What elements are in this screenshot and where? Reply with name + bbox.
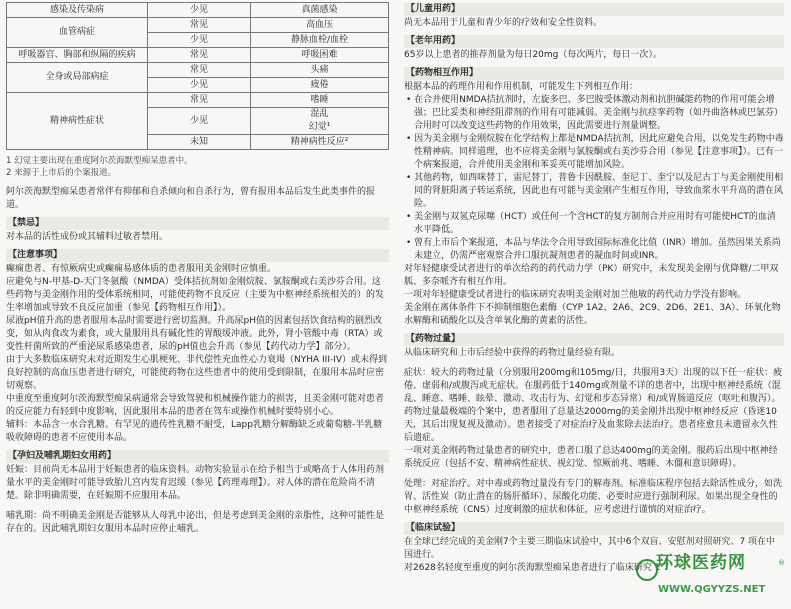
children-heading: 【儿童用药】 xyxy=(404,3,784,16)
left-column xyxy=(6,0,389,536)
footnote-1: 1 幻觉主要出现在重度阿尔茨海默型痴呆患者中。 xyxy=(6,156,193,166)
table-row xyxy=(7,93,389,108)
watermark-title: 环球医药网 xyxy=(656,553,746,573)
interaction-intro: 根据本品的药理作用和作用机制，可能发生下列相互作用： xyxy=(404,82,639,92)
table-row xyxy=(7,63,389,78)
pregnancy-para-1: 妊娠：目前尚无本品用于妊娠患者的临床资料。动物实验显示在给予相当于或略高于人体用药剂量水平的美金刚时可能导致胎儿宫内发育迟缓（参见【药理毒理】）。对人体的潜在危险尚不清楚。除非明确需要，在妊娠期不应服用本品。 xyxy=(6,465,385,501)
table-cell-frequency: 常见 xyxy=(148,18,251,33)
interaction-heading: 【药物相互作用】 xyxy=(404,67,784,80)
footnotes xyxy=(6,155,389,179)
table-row xyxy=(7,18,389,33)
caution-para-3: 尿液pH值升高的患者服用本品时需要进行密切监测。升高尿pH值的因素包括饮食结构的剧烈改变，如从肉食改为素食，或大量服用具有碱化性的胃酸缓冲液。此外，肾小管酸中毒（RTA）或变性杆菌所致的严重泌尿系感染患者，尿的pH值也会升高（参见【药代动力学】部分）。 xyxy=(6,316,383,352)
table-cell-reaction: 呼吸困难 xyxy=(251,48,389,63)
table-cell-reaction: 真菌感染 xyxy=(251,3,389,18)
table-row xyxy=(7,48,389,63)
suicide-paragraph: 阿尔茨海默型痴呆患者常伴有抑郁和自杀倾向和自杀行为，曾有报用本品后发生此类事件的报道。 xyxy=(6,187,376,210)
trial-text-2: 对2628名轻度至重度的阿尔茨海默型痴呆患者进行了临床研究 1 7 xyxy=(404,563,670,573)
trial-heading: 【临床试验】 xyxy=(404,522,784,535)
pregnancy-para-2: 哺乳期：尚不明确美金刚是否能够从人母乳中泌出，但是考虑到美金刚的亲脂性，这种可能性是存在的。因此哺乳期妇女服用本品时应停止哺乳。 xyxy=(6,511,385,534)
table-cell-frequency: 常见 xyxy=(148,63,251,78)
overdose-para-2: 药物过量最极端的个案中，患者服用了总量达2000mg的美金刚并出现中枢神经反应（昏迷10天，其后出现复视及激动）。患者接受了对症治疗及血浆除去法治疗。患者痊愈且未遗留永久性后遗症。 xyxy=(404,407,778,443)
table-cell-category: 血管病症 xyxy=(7,18,148,48)
table-cell-reaction: 嗜睡 xyxy=(251,93,389,108)
table-cell-reaction: 静脉血栓/血栓 xyxy=(251,33,389,48)
site-watermark xyxy=(636,553,786,605)
table-cell-reaction: 混乱 幻觉¹ xyxy=(251,108,389,135)
table-cell-category: 精神病性症状 xyxy=(7,93,148,150)
globe-logo-icon xyxy=(636,559,658,581)
table-row xyxy=(7,3,389,18)
interaction-bullet-5: • 曾有上市后个案报道，本品与华法令合用导致国际标准化比值（INR）增加。虽然因果关系尚未建立，仍需严密观察合并口服抗凝剂患者的凝血时间或INR。 xyxy=(406,238,781,261)
interaction-bullet-1: • 在合并使用NMDA拮抗剂时，左旋多巴、多巴胺受体激动剂和抗胆碱能药物的作用可能会增强；巴比妥类和神经阻滞剂的作用有可能减弱。美金刚与抗痉挛药物（如丹曲洛林或巴氯芬）合用时可以改变这些药物的作用效果，因此需要进行剂量调整。 xyxy=(406,95,784,131)
trial-text: 在全球已经完成的美金刚7个主要三期临床试验中，其中6个双盲、安慰剂对照研究、7 项在中国进行。 xyxy=(404,537,776,560)
watermark-url: WWW.QGYYZS.NET xyxy=(658,584,766,595)
elderly-text: 65岁以上患者的推荐剂量为每日20mg（每次两片，每日一次）。 xyxy=(404,50,662,60)
pregnancy-heading: 【孕妇及哺乳期妇女用药】 xyxy=(6,450,389,463)
overdose-para-3: 一项对美金刚药物过量患者的研究中，患者口服了总达400mg的美金刚。服药后出现中枢神经系统反应（包括不安、精神病性症状、视幻觉、惊厥前兆、嗜睡、木僵和意识障碍）。 xyxy=(404,446,778,469)
caution-para-4: 由于大多数临床研究未对近期发生心肌梗死、非代偿性充血性心力衰竭（NYHA III-IV）或未得到良好控制的高血压患者进行研究，可能使药物在这些患者中的使用受到限制，在服用本品时应密切观察。 xyxy=(6,355,388,391)
footnote-2: 2 来源于上市后的个案报道。 xyxy=(6,168,117,178)
interaction-bullet-4: • 美金刚与双氢克尿噻（HCT）或任何一个含HCT的复方制剂合并应用时有可能使HCT的血清水平降低。 xyxy=(406,212,776,235)
overdose-heading: 【药物过量】 xyxy=(404,333,784,346)
table-cell-category: 感染及传染病 xyxy=(7,3,148,18)
elderly-heading: 【老年用药】 xyxy=(404,35,784,48)
table-cell-frequency: 未知 xyxy=(148,135,251,150)
interaction-para-6: 对年轻健康受试者进行的单次给药的药代动力学（PK）研究中，未发现美金刚与优降糖/二甲双胍、多奈哌齐有相互作用。 xyxy=(404,264,779,287)
adverse-reactions-table xyxy=(6,2,389,150)
overdose-intro: 从临床研究和上市后经验中获得的药物过量经验有限。 xyxy=(404,348,621,358)
table-cell-reaction: 精神病性反应² xyxy=(251,135,389,150)
caution-para-5: 中重度至重度阿尔茨海默型痴呆病通常会导致驾驶和机械操作能力的损害，且美金刚可能对患者的反应能力有轻到中度影响，因此服用本品的患者在驾车或操作机械时要特别小心。 xyxy=(6,394,385,417)
contraindications-text: 对本品的活性成份或其辅料过敏者禁用。 xyxy=(6,232,169,242)
table-cell-category: 呼吸器官、胸部和纵隔的疾病 xyxy=(7,48,148,63)
right-column xyxy=(404,0,784,575)
overdose-para-1: 症状：较大的药物过量（分别服用200mg和105mg/日，共服用3天）出现的以下任一症状：疲倦、虚弱和/或腹泻或无症状。在服药低于140mg或剂量不详的患者中，出现中枢神经系统（混乱、睡意、嗜睡、眩晕、激动、攻击行为、幻觉和步态异常）和/或胃肠道反应（呕吐和腹泻）。 xyxy=(404,368,783,404)
table-cell-frequency: 少见 xyxy=(148,108,251,135)
table-cell-frequency: 常见 xyxy=(148,93,251,108)
table-cell-frequency: 少见 xyxy=(148,33,251,48)
interaction-para-7: 一项对年轻健康受试者进行的临床研究表明美金刚对加兰他敏的药代动力学没有影响。 xyxy=(404,290,747,300)
overdose-treatment: 处理：对症治疗。对中毒或药物过量没有专门的解毒剂。标准临床程序包括去除活性成分，如洗胃、活性炭（防止潜在的肠肝循环）、尿酸化功能、必要时应进行强制利尿。如果出现全身性的中枢神经系统（CNS）过度刺激的症状和体征，应考虑进行谨慎的对症治疗。 xyxy=(404,479,783,515)
contraindications-heading: 【禁忌】 xyxy=(6,217,389,230)
table-cell-frequency: 常见 xyxy=(148,48,251,63)
caution-para-6: 辅料：本品含一水合乳糖。有罕见的遗传性乳糖不耐受，Lapp乳糖分解酶缺乏或葡萄糖-半乳糖吸收障碍的患者不应使用本品。 xyxy=(6,420,383,443)
table-cell-reaction: 头痛 xyxy=(251,63,389,78)
interaction-para-8: 美金刚在离体条件下不抑制细胞色素酶（CYP 1A2、2A6、2C9、2D6、2E1、3A）、环氧化物水解酶和硫酸化以及含单氧化酶的黄素的活性。 xyxy=(404,303,781,326)
children-text: 尚无本品用于儿童和青少年的疗效和安全性资料。 xyxy=(404,18,603,28)
interaction-bullet-2: • 因为美金刚与金刚烷胺在化学结构上都是NMDA拮抗剂，因此应避免合用，以免发生药物中毒性精神病。同样道理，也不应将美金刚与氯胺酮或右美沙芬合用（参见【注意事项】）。已有一个病案报道，合并使用美金刚和苯妥英可能增加风险。 xyxy=(406,134,784,170)
interaction-bullet-3: • 其他药物，如西咪替丁，雷尼替丁，普鲁卡因酰胺、奎尼丁、奎宁以及尼古丁与美金刚使用相同的肾脏阳离子转运系统，因此也有可能与美金刚产生相互作用，导致血浆水平升高的潜在风险。 xyxy=(406,173,784,209)
caution-para-2: 应避免与N-甲基-D-天门冬氨酸（NMDA）受体拮抗剂如金刚烷胺、氯胺酮或右美沙芬合用。这些药物与美金刚作用的受体系统相同，可能使药物不良反应（主要为中枢神经系统相关的）的发生率增加或导致不良反应加重（参见【药物相互作用】）。 xyxy=(6,277,385,313)
table-cell-reaction: 高血压 xyxy=(251,18,389,33)
registered-mark: ® xyxy=(778,559,785,567)
table-cell-category: 全身或局部病症 xyxy=(7,63,148,93)
table-cell-frequency: 少见 xyxy=(148,78,251,93)
table-cell-reaction: 疲倦 xyxy=(251,78,389,93)
cautions-heading: 【注意事项】 xyxy=(6,249,389,262)
caution-para-1: 癫痫患者、有惊厥病史或癫痫易感体质的患者服用美金刚时应慎重。 xyxy=(6,264,277,274)
table-cell-frequency: 少见 xyxy=(148,3,251,18)
